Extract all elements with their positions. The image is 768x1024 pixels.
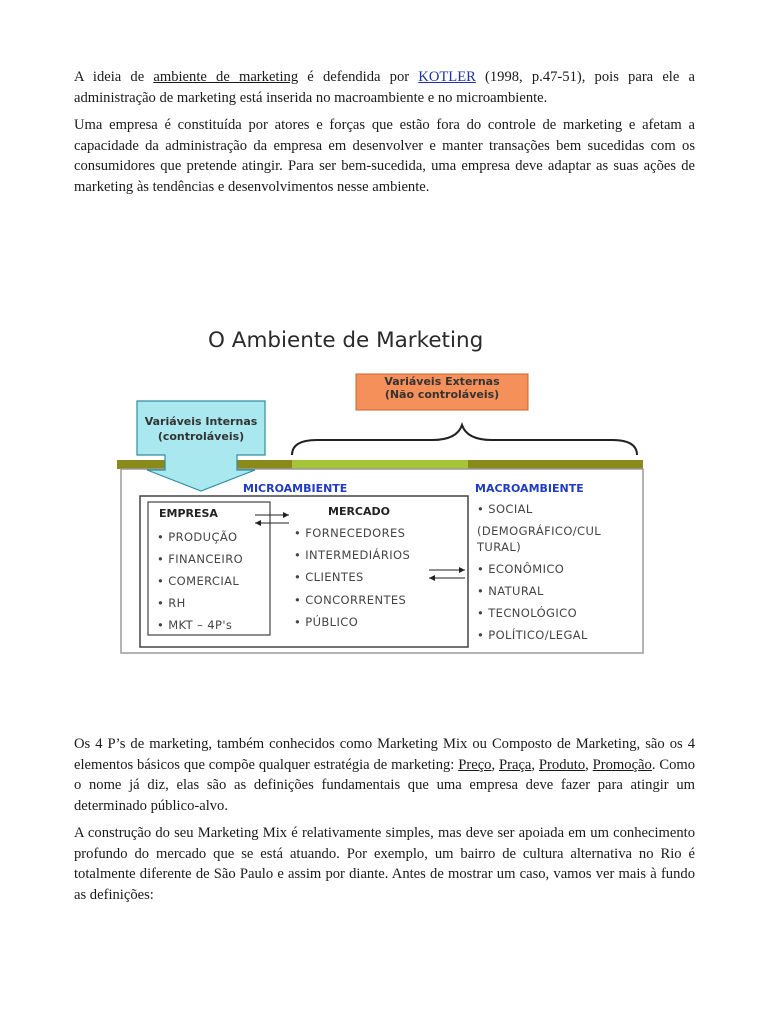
macro-item: • TECNOLÓGICO [477,606,578,620]
empresa-item: • FINANCEIRO [157,552,244,566]
text-run: Os 4 P’s de marketing, também conhecidos como Marketing Mix ou Composto de Marketing, são os 4 elementos básicos que compõe qualquer estratégia de marketing: [74,736,695,773]
mercado-item: • CLIENTES [294,570,364,584]
text-run: . Como o nome já diz, elas são as definições fundamentais que uma empresa deve fazer para atingir um determinado público-alvo. [74,756,696,814]
text-run: A ideia de [74,69,154,85]
ambiente-marketing-link[interactable]: ambiente de marketing [153,69,299,85]
praca-link[interactable]: Praça [498,756,532,773]
text-run: , [531,756,539,773]
mercado-item: • INTERMEDIÁRIOS [294,548,411,562]
marketing-mix-paragraph: A construção do seu Marketing Mix é relativamente simples, mas deve ser apoiada em um conhecimento profundo do mercado que se está atuando. Por exemplo, um bairro de cultura alternativa no Rio é totalmente diferente de São Paulo e assim por diante. Antes de mostrar um caso, vamos ver mais à fundo as definições: [74,825,695,903]
mercado-item: • FORNECEDORES [294,526,406,540]
macro-item: • POLÍTICO/LEGAL [477,628,588,642]
kotler-link[interactable]: KOTLER [418,69,476,85]
macro-item: • NATURAL [477,584,544,598]
text-run: , [585,756,593,773]
band-segment [292,460,468,469]
brace-shape [292,425,637,455]
external-variables-label [356,375,528,401]
empresa-item: • PRODUÇÃO [157,530,238,544]
label-line: Variáveis Internas [144,415,258,428]
text-run: (1998, p.47-51), pois para ele a administração de marketing está inserida no macroambiente e no microambiente. [74,69,695,106]
mercado-item: • CONCORRENTES [294,593,407,607]
empresa-item: • MKT – 4P's [157,618,233,632]
band-segment [468,460,643,469]
text-run: , [491,756,499,773]
macroambiente-header: MACROAMBIENTE [475,482,584,495]
mercado-header: MERCADO [328,505,390,518]
produto-link[interactable]: Produto [538,756,586,773]
label-line: Variáveis Externas [384,375,500,388]
company-paragraph: Uma empresa é constituída por atores e forças que estão fora do controle de marketing e afetam a capacidade da administração da empresa em desenvolver e manter transações bem sucedidas com os consumidores que pretende atingir. Para ser bem-sucedida, uma empresa deve adaptar as suas ações de marketing às tendências e desenvolvimentos nesse ambiente. [74,117,695,195]
internal-variables-label [137,414,265,444]
marketing-environment-diagram [117,325,647,657]
macro-item: • SOCIAL [477,502,533,516]
label-line: (Não controláveis) [384,388,500,401]
macro-item: • ECONÔMICO [477,562,565,576]
intro-paragraph [74,67,695,108]
four-ps-paragraph [74,734,695,816]
diagram-title: O Ambiente de Marketing [208,328,484,353]
empresa-item: • COMERCIAL [157,574,240,588]
empresa-item: • RH [157,596,186,610]
macro-item: TURAL) [477,540,522,554]
mercado-item: • PÚBLICO [294,615,359,629]
preco-link[interactable]: Preço [458,756,492,773]
text-run: é defendida por [298,69,419,85]
empresa-header: EMPRESA [159,507,218,520]
label-line: (controláveis) [157,430,245,443]
microambiente-header: MICROAMBIENTE [243,482,348,495]
promocao-link[interactable]: Promoção [592,756,652,773]
macro-item: (DEMOGRÁFICO/CUL [477,524,602,538]
